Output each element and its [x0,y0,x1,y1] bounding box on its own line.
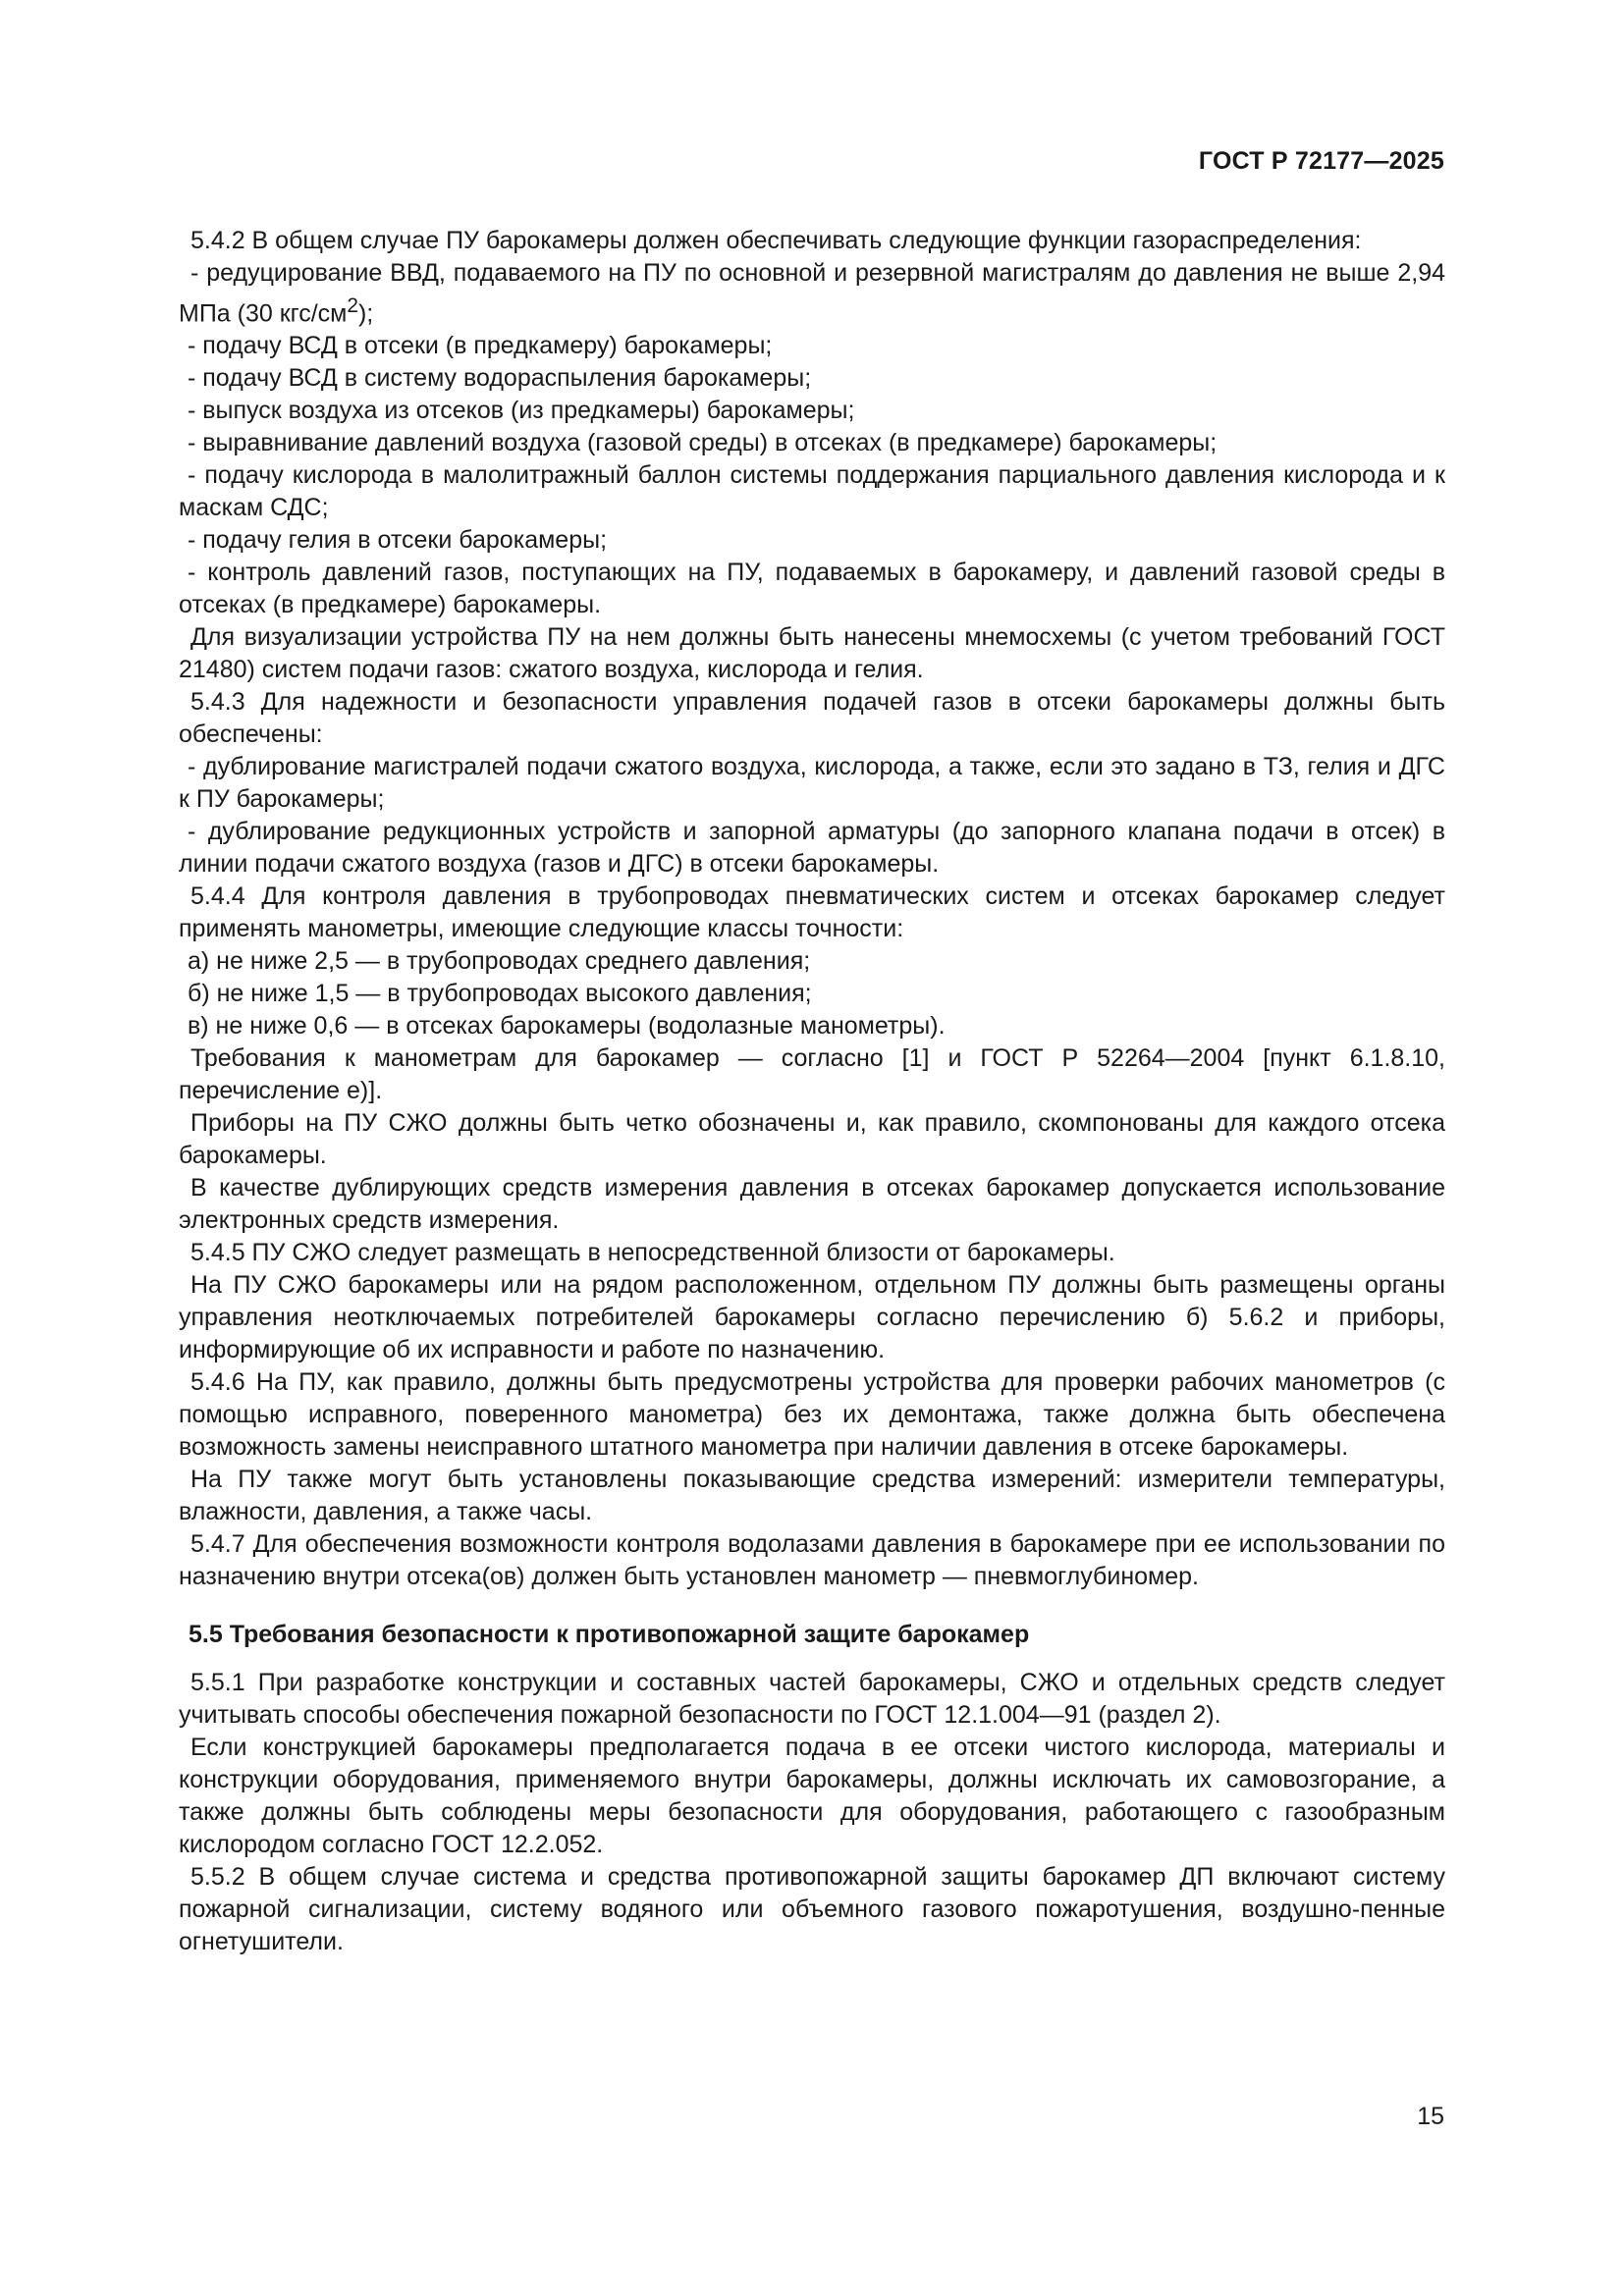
document-code-header: ГОСТ Р 72177—2025 [1198,147,1444,175]
paragraph-visualization: Для визуализации устройства ПУ на нем должны быть нанесены мнемосхемы (с учетом требований ГОСТ 21480) систем подачи газов: сжатого воздуха, кислорода и гелия. [179,623,1445,684]
list-item: - редуцирование ВВД, подаваемого на ПУ по основной и резервной магистралям до давления не выше 2,94 МПа (30 кгс/$см^2$); [179,259,1445,328]
paragraph-manometer-requirements: Требования к манометрам для барокамер — согласно [1] и ГОСТ Р 52264—2004 [пункт 6.1.8.10, перечисление е)]. [179,1044,1445,1105]
list-item: - подачу гелия в отсеки барокамеры; [188,526,608,555]
paragraph-oxygen: Если конструкцией барокамеры предполагается подача в ее отсеки чистого кислорода, материалы и конструкции оборудования, применяемого внутри барокамеры, должны исключать их самовозгорание, а также должны быть соблюдены меры безопасности для оборудования, работающего с газообразным кислородом согласно ГОСТ 12.2.052. [179,1734,1445,1859]
list-item: - подачу ВСД в отсеки (в предкамеру) барокамеры; [188,332,773,360]
paragraph-5-4-2-intro: 5.4.2 В общем случае ПУ барокамеры должен обеспечивать следующие функции газораспределения: [190,227,1362,254]
list-item: в) не ниже 0,6 — в отсеках барокамеры (водолазные манометры). [188,1012,946,1041]
paragraph-5-5-2: 5.5.2 В общем случае система и средства противопожарной защиты барокамер ДП включают систему пожарной сигнализации, систему водяного или объемного газового пожаротушения, воздушно-пенные огнетушители. [179,1863,1445,1956]
paragraph-5-4-4-intro: 5.4.4 Для контроля давления в трубопроводах пневматических систем и отсеках барокамер следует применять манометры, имеющие следующие классы точности: [179,882,1445,943]
list-item: - выравнивание давлений воздуха (газовой среды) в отсеках (в предкамере) барокамеры; [188,429,1218,457]
section-title-5-5: 5.5 Требования безопасности к противопожарной защите барокамер [189,1621,1030,1649]
paragraph-5-4-5: 5.4.5 ПУ СЖО следует размещать в непосредственной близости от барокамеры. [190,1239,1115,1267]
list-item: - дублирование редукционных устройств и запорной арматуры (до запорного клапана подачи в отсек) в линии подачи сжатого воздуха (газов и ДГС) в отсеки барокамеры. [179,818,1445,879]
paragraph-5-4-6-extra: На ПУ также могут быть установлены показывающие средства измерений: измерители температуры, влажности, давления, а также часы. [179,1466,1445,1526]
superscript: 2 [347,294,358,317]
list-item: - подачу кислорода в малолитражный баллон системы поддержания парциального давления кислорода и к маскам СДС; [179,461,1445,522]
paragraph-5-5-1: 5.5.1 При разработке конструкции и составных частей барокамеры, СЖО и отдельных средств следует учитывать способы обеспечения пожарной безопасности по ГОСТ 12.1.004—91 (раздел 2). [179,1669,1445,1730]
list-item: а) не ниже 2,5 — в трубопроводах среднего давления; [188,947,811,976]
paragraph-electronic-measurement: В качестве дублирующих средств измерения давления в отсеках барокамер допускается использование электронных средств измерения. [179,1174,1445,1235]
list-item: - подачу ВСД в систему водораспыления барокамеры; [188,364,812,393]
list-item: б) не ниже 1,5 — в трубопроводах высокого давления; [188,980,812,1008]
paragraph-5-4-7: 5.4.7 Для обеспечения возможности контроля водолазами давления в барокамере при ее использовании по назначению внутри отсека(ов) должен быть установлен манометр — пневмоглубиномер. [179,1530,1445,1591]
paragraph-5-4-5-extra: На ПУ СЖО барокамеры или на рядом расположенном, отдельном ПУ должны быть размещены органы управления неотключаемых потребителей барокамеры согласно перечислению б) 5.6.2 и приборы, информирующие об их исправности и работе по назначению. [179,1271,1445,1364]
list-item: - выпуск воздуха из отсеков (из предкамеры) барокамеры; [188,397,855,425]
document-body [179,225,1445,1958]
paragraph-devices: Приборы на ПУ СЖО должны быть четко обозначены и, как правило, скомпонованы для каждого отсека барокамеры. [179,1109,1445,1170]
list-item: - контроль давлений газов, поступающих на ПУ, подаваемых в барокамеру, и давлений газовой среды в отсеках (в предкамере) барокамеры. [179,559,1445,619]
paragraph-5-4-6: 5.4.6 На ПУ, как правило, должны быть предусмотрены устройства для проверки рабочих манометров (с помощью исправного, поверенного манометра) без их демонтажа, также должна быть обеспечена возможность замены неисправного штатного манометра при наличии давления в отсеке барокамеры. [179,1368,1445,1462]
page-number: 15 [1417,2103,1444,2130]
list-item: - дублирование магистралей подачи сжатого воздуха, кислорода, а также, если это задано в ТЗ, гелия и ДГС к ПУ барокамеры; [179,753,1445,814]
paragraph-5-4-3-intro: 5.4.3 Для надежности и безопасности управления подачей газов в отсеки барокамеры должны быть обеспечены: [179,688,1445,749]
